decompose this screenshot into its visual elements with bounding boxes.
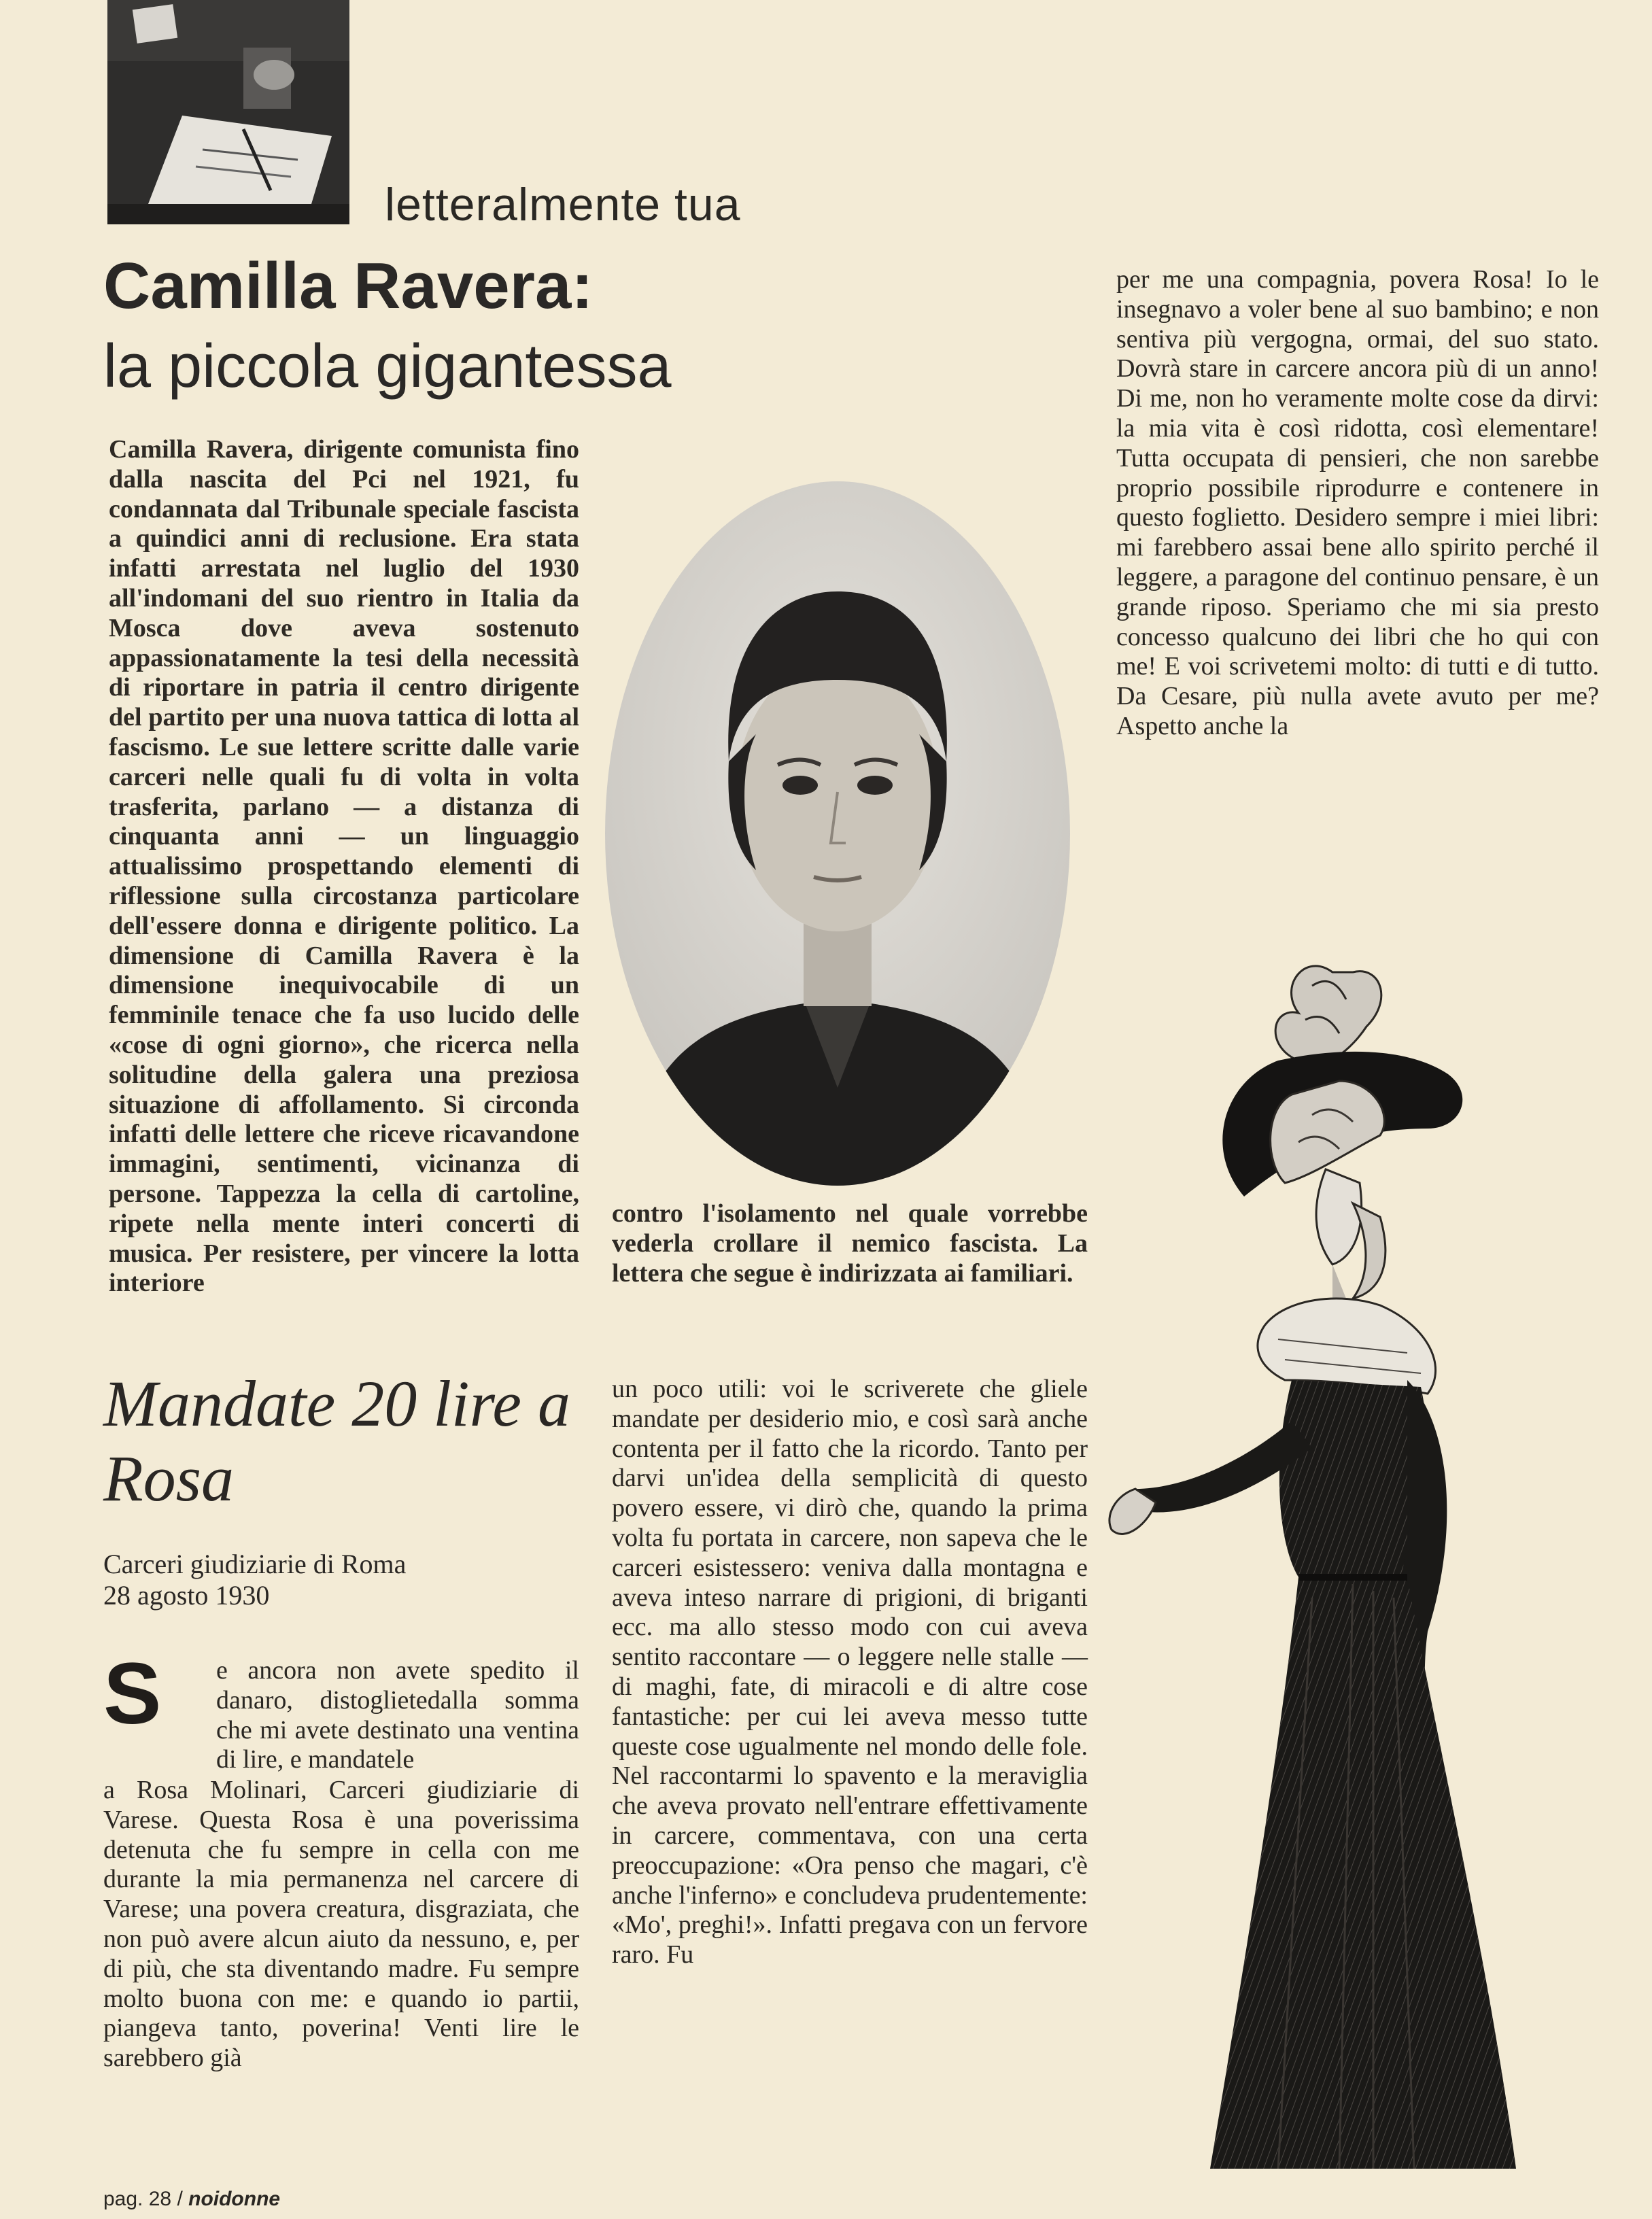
page-number: pag. 28 [103, 2188, 172, 2210]
portrait-photo [600, 476, 1075, 1191]
letter-column-3-text: per me una compagnia, povera Rosa! Io le insegnavo a voler bene al suo bambino; e non sentiva più vergogna, ormai, del suo stato. Dovrà stare in carcere ancora più di un anno! Di me, non ho veramente molte cose da dirvi: la mia vita è così ridotta, così elementare! Tutta occupata di pensieri, che non sarebbe proprio possibile riprodurre e contenere in questo foglietto. Desidero sempre i miei libri: mi farebbero assai bene allo spirito perché il leggere, a paragone del continuo pensare, è un grande riposo. Speriamo che mi sia presto concesso qualcuno dei libri che ho qui con me! E voi scrivetemi molto: di tutti e di tutto. Da Cesare, più nulla avete avuto per me? Aspetto anche la [1116, 265, 1599, 740]
intro-continued-paragraph: contro l'isolamento nel quale vorrebbe vederla crollare il nemico fascista. La lettera che segue è indirizzata ai familiari. [612, 1199, 1088, 1288]
letter-column-3 [1116, 265, 1599, 742]
page-footer [103, 2188, 280, 2211]
intro-paragraph: Camilla Ravera, dirigente comunista fino dalla nascita del Pci nel 1921, fu condannata dal Tribunale speciale fascista a quindici anni di reclusione. Era stata infatti arrestata nel luglio del 1930 all'indomani del suo rientro in Italia da Mosca dove aveva sostenuto appassionatamente la tesi della necessità di riportare in patria il centro dirigente del partito per una nuova tattica di lotta al fascismo. Le sue lettere scritte dalle varie carceri nelle quali fu di volta in volta trasferita, parlano — a distanza di cinquanta anni — un linguaggio attualissimo prospettando elementi di riflessione sulla circostanza particolare dell'essere donna e dirigente politico. La dimensione di Camilla Ravera è la dimensione inequivocabile di un femminile tenace che fa uso lucido delle «cose di ogni giorno», che ricerca nella solitudine della galera una preziosa situazione di affollamento. Si circonda infatti delle lettere che riceve ricavandone immagini, sentimenti, vicinanza di persone. Tappezza la cella di cartoline, ripete nella mente interi concerti di musica. Per resistere, per vincere la lotta interiore [109, 435, 579, 1298]
letter-heading [103, 1549, 406, 1611]
still-life-photo [107, 0, 349, 224]
letter-opening [216, 1656, 579, 1775]
letter-column-1 [103, 1776, 579, 2074]
header-photo [107, 0, 349, 224]
drop-cap: S [103, 1645, 162, 1742]
section-label: letteralmente tua [385, 179, 741, 230]
letter-column-1-text: a Rosa Molinari, Carceri giudiziarie di Varese. Questa Rosa è una poverissima detenuta che fu sempre in cella con me durante la mia permanenza nel carcere di Varese; una povera creatura, disgraziata, che non può avere alcun aiuto da nessuno, e, per di più, che sta diventando madre. Fu sempre molto buona con me: e quando io partii, piangeva tanto, poverina! Venti lire le sarebbero già [103, 1776, 579, 2073]
engraving-illustration [1108, 945, 1584, 2175]
letter-opening-text: e ancora non avete spedito il danaro, distoglietedalla somma che mi avete destinato una ventina di lire, e mandatele [216, 1656, 579, 1774]
intro-text [109, 435, 579, 1298]
article-subtitle: la piccola gigantessa [103, 332, 672, 400]
letter-column-2 [612, 1375, 1088, 1970]
letter-place: Carceri giudiziarie di Roma [103, 1549, 407, 1579]
letter-column-2-text: un poco utili: voi le scriverete che gliele mandate per desiderio mio, e così sarà anche contenta per il fatto che la ricordo. Tanto per darvi un'idea della semplicità di questo povero essere, vi dirò che, quando la prima volta fu portata in carcere, non sapeva che le carceri esistessero: veniva dalla montagna e aveva inteso narrare di prigioni, di briganti ecc. ma allo stesso modo con cui aveva sentito raccontare — o leggere nelle stalle — di maghi, fate, di miracoli e di altre cose fantastiche: per cui lei aveva messo tutte queste cose ugualmente nel mondo delle fole. Nel raccontarmi lo spavento e la meraviglia che aveva provato nell'entrare effettivamente in carcere, commentava, con una certa preoccupazione: «Ora penso che magari, c'è anche l'inferno» e concludeva prudentemente: «Mo', preghi!». Infatti pregava con un fervore raro. Fu [612, 1375, 1088, 1969]
letter-date: 28 agosto 1930 [103, 1580, 270, 1611]
intro-continued [612, 1199, 1088, 1288]
footer-separator: / [177, 2188, 183, 2210]
article-title: Camilla Ravera: [103, 250, 593, 322]
magazine-name: noidonne [188, 2188, 281, 2210]
letter-title: Mandate 20 lire a Rosa [103, 1367, 570, 1515]
